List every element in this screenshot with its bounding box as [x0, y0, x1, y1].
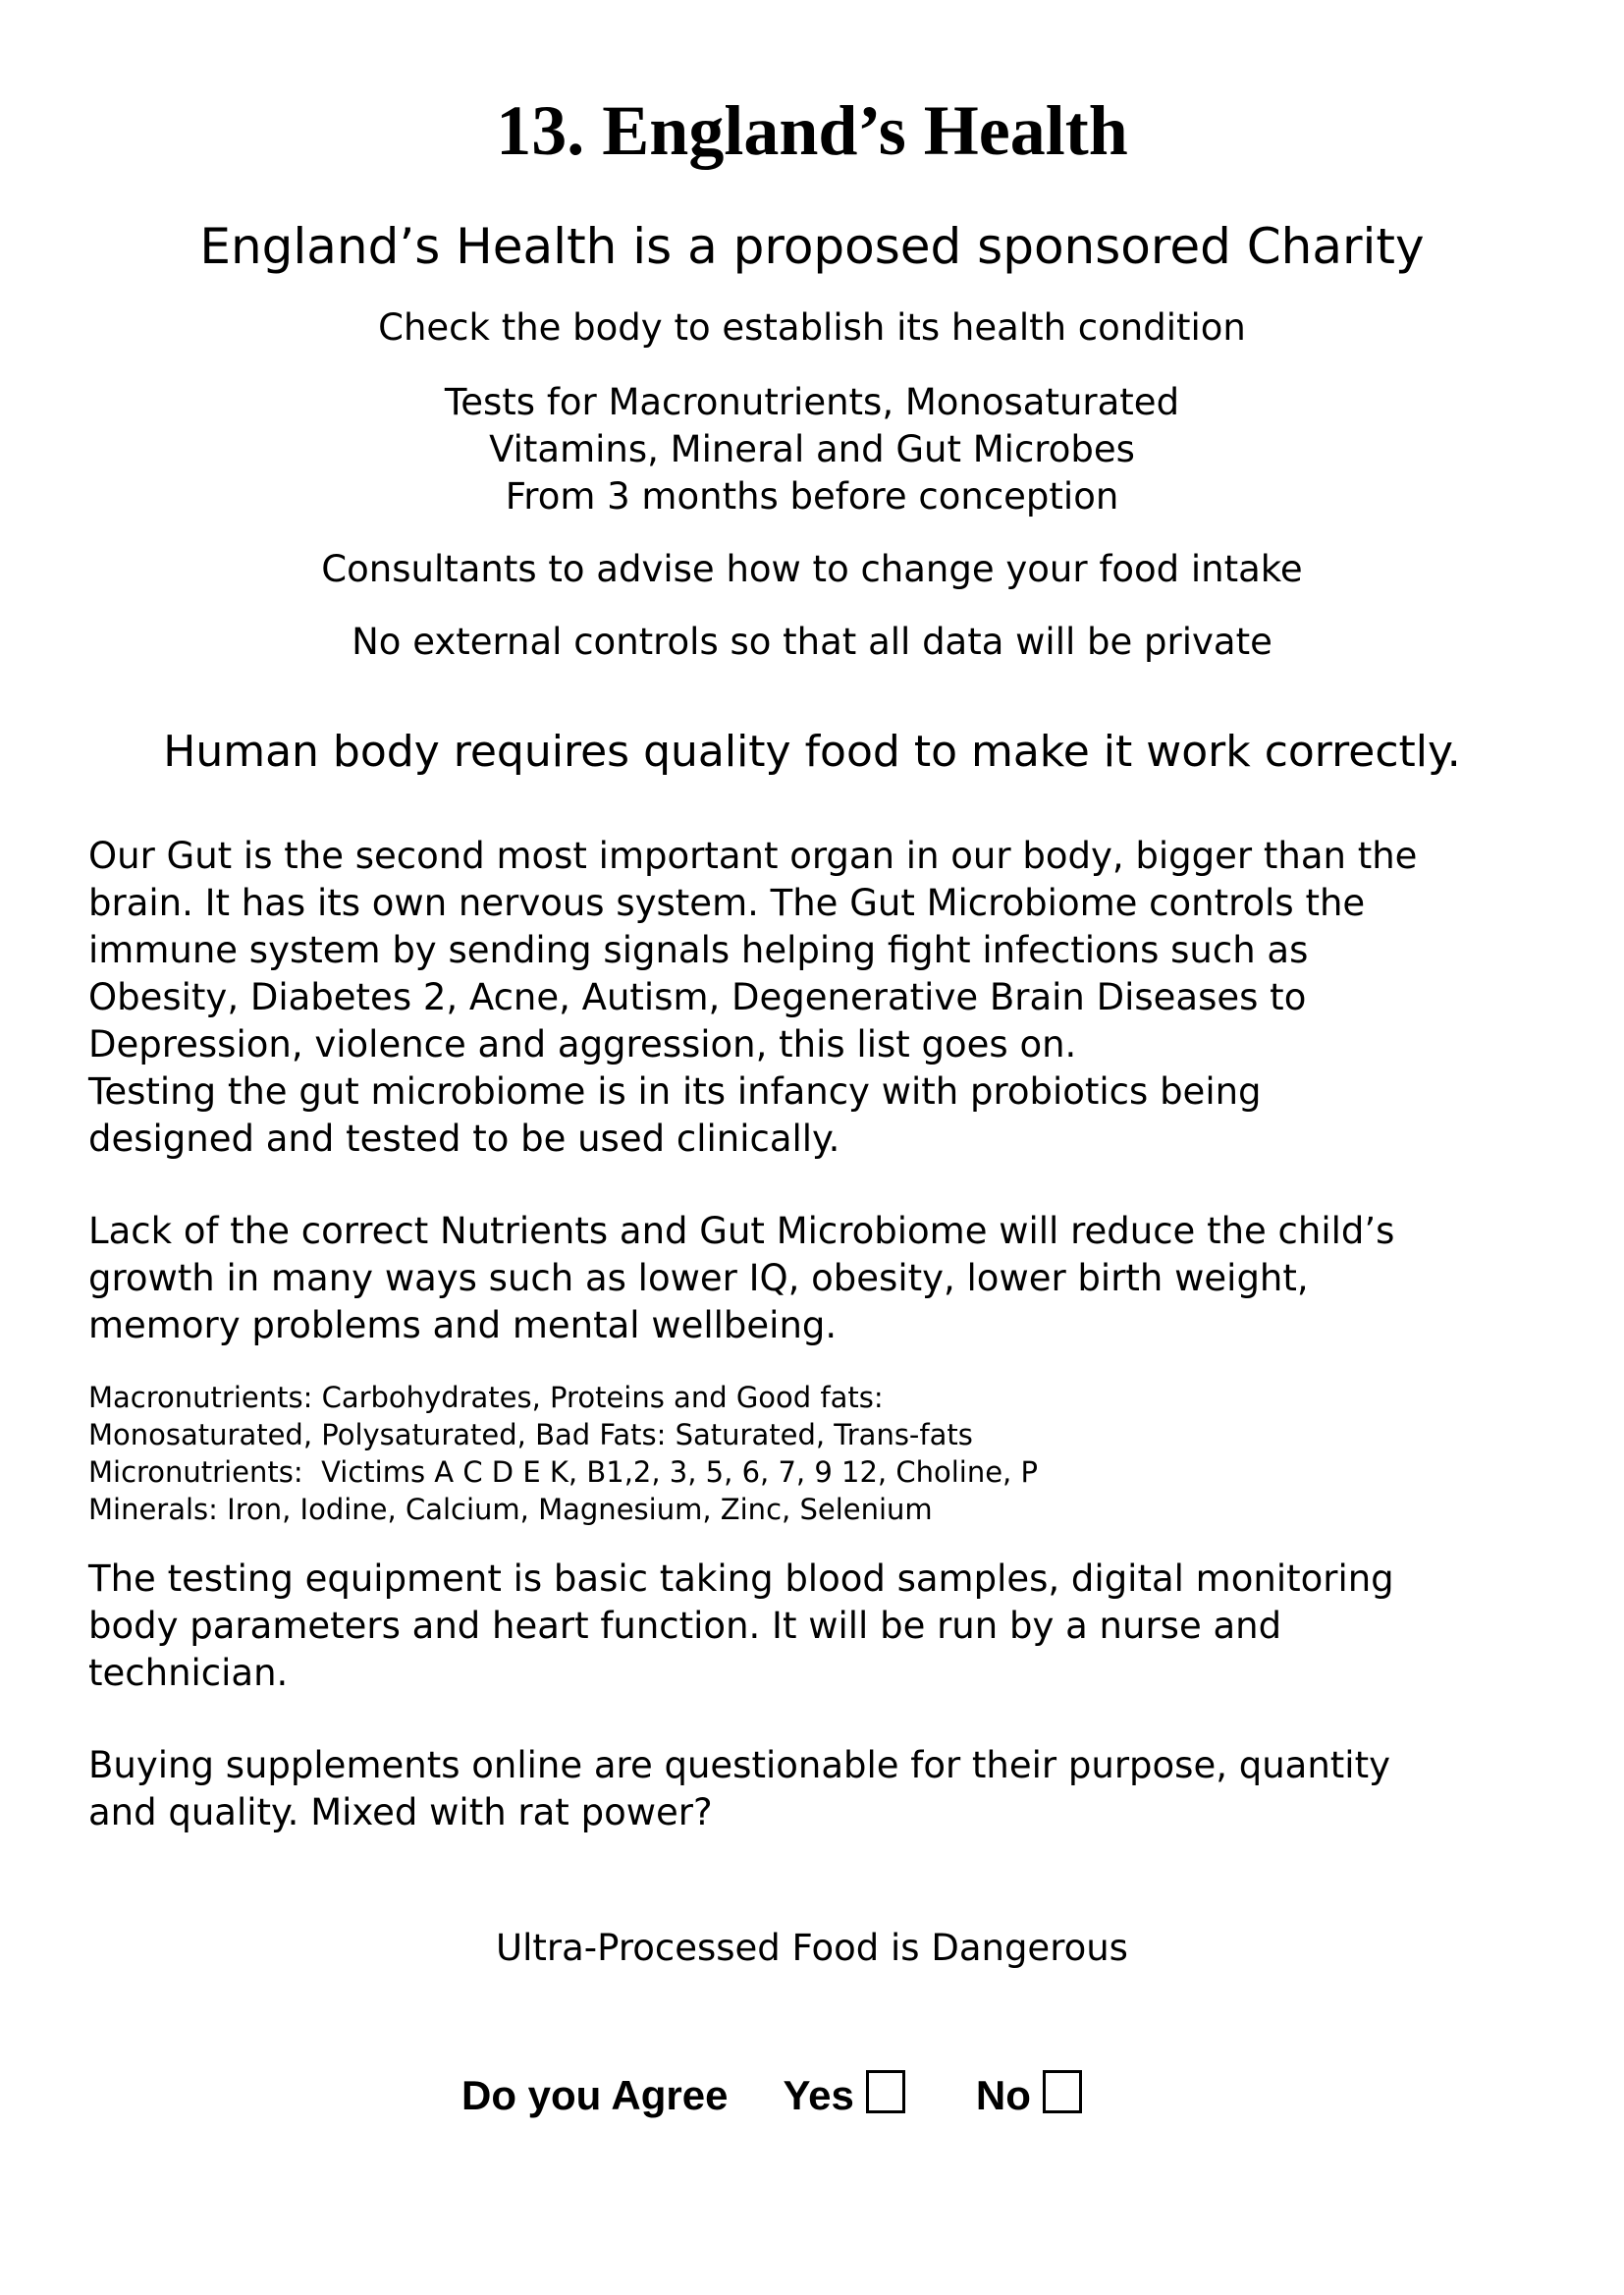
tests-line: Tests for Macronutrients, Monosaturated [444, 381, 1180, 423]
detail-line: Monosaturated, Polysaturated, Bad Fats: Saturated, Trans-fats [88, 1418, 973, 1451]
detail-line: Micronutrients: Victims A C D E K, B1,2, 3, 5, 6, 7, 9 12, Choline, P [88, 1455, 1038, 1489]
subtitle: England’s Health is a proposed sponsored Charity [199, 218, 1425, 275]
gut-paragraph [88, 833, 1542, 1163]
tests-line: From 3 months before conception [505, 475, 1119, 518]
yes-label: Yes [783, 2072, 854, 2118]
paragraph-line: Testing the gut microbiome is in its infancy with probiotics being [88, 1070, 1262, 1113]
paragraph-line: growth in many ways such as lower IQ, obesity, lower birth weight, [88, 1257, 1309, 1299]
nutrients-paragraph [88, 1208, 1542, 1349]
paragraph-line: brain. It has its own nervous system. The Gut Microbiome controls the [88, 882, 1366, 924]
supplements-paragraph [88, 1742, 1542, 1836]
yes-option[interactable] [783, 2070, 904, 2119]
paragraph-line: Depression, violence and aggression, this list goes on. [88, 1023, 1077, 1066]
paragraph-line: Lack of the correct Nutrients and Gut Microbiome will reduce the child’s [88, 1210, 1395, 1252]
paragraph-line: memory problems and mental wellbeing. [88, 1304, 838, 1346]
paragraph-line: technician. [88, 1652, 289, 1694]
intro-line: Check the body to establish its health condition [378, 306, 1246, 349]
nutrient-details [88, 1379, 1463, 1528]
tests-line: Vitamins, Mineral and Gut Microbes [489, 428, 1135, 470]
page-title: 13. England’s Health [496, 91, 1128, 170]
paragraph-line: immune system by sending signals helping fight infections such as [88, 929, 1309, 971]
yes-checkbox[interactable] [866, 2070, 905, 2113]
paragraph-line: and quality. Mixed with rat power? [88, 1791, 713, 1833]
key-statement: Human body requires quality food to make it work correctly. [163, 727, 1461, 777]
detail-line: Macronutrients: Carbohydrates, Proteins and Good fats: [88, 1381, 884, 1414]
paragraph-line: Obesity, Diabetes 2, Acne, Autism, Degenerative Brain Diseases to [88, 976, 1307, 1018]
paragraph-line: The testing equipment is basic taking blood samples, digital monitoring [88, 1557, 1394, 1600]
poll-question: Do you Agree [461, 2072, 729, 2118]
no-option[interactable] [976, 2070, 1082, 2119]
paragraph-line: designed and tested to be used clinically. [88, 1118, 840, 1160]
privacy-line: No external controls so that all data will be private [352, 621, 1272, 663]
equipment-paragraph [88, 1556, 1542, 1697]
detail-line: Minerals: Iron, Iodine, Calcium, Magnesium, Zinc, Selenium [88, 1493, 933, 1526]
no-label: No [975, 2072, 1031, 2118]
consultants-line: Consultants to advise how to change your food intake [321, 548, 1303, 590]
paragraph-line: Buying supplements online are questionable for their purpose, quantity [88, 1744, 1390, 1786]
paragraph-line: Our Gut is the second most important organ in our body, bigger than the [88, 835, 1418, 877]
no-checkbox[interactable] [1043, 2070, 1082, 2113]
agree-poll [461, 2070, 1082, 2119]
warning-line: Ultra-Processed Food is Dangerous [496, 1927, 1128, 1969]
paragraph-line: body parameters and heart function. It will be run by a nurse and [88, 1605, 1282, 1647]
